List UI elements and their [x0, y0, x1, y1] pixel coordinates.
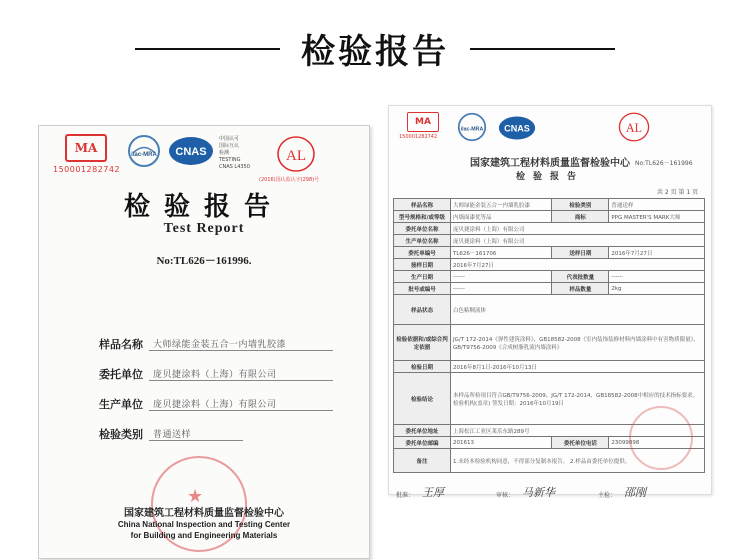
field-sample-name: [99, 336, 349, 354]
table-key: 送样日期: [552, 247, 609, 259]
table-key: 检验日期: [394, 361, 451, 373]
field-manufacturer: [99, 396, 349, 414]
cal-caption: (2016)国认监认字(298)号: [259, 177, 320, 183]
field-label: 生产单位: [99, 398, 143, 411]
table-row: [394, 283, 705, 295]
signature-approve: 王厚: [422, 486, 444, 499]
field-value: 普通送样: [149, 427, 243, 441]
sign-label-approve: 批准：: [396, 492, 415, 499]
report-page: [388, 105, 712, 495]
table-row: [394, 325, 705, 361]
field-label: 样品名称: [99, 338, 143, 351]
table-row: [394, 235, 705, 247]
table-value: 庞贝捷涂料（上海）有限公司: [451, 235, 705, 247]
table-row: [394, 247, 705, 259]
cal-logo: [275, 134, 317, 174]
table-value: ------: [451, 271, 552, 283]
table-value: ------: [451, 283, 552, 295]
table-value: 2016年7月27日: [609, 247, 705, 259]
sign-label-chief: 主检：: [598, 492, 617, 499]
table-key: 型号规格和/或等级: [394, 211, 451, 223]
page-counter: 共 2 页 第 1 页: [657, 189, 699, 196]
table-key: 委托单编号: [394, 247, 451, 259]
table-value: 大师绿能金装五合一内墙乳胶漆: [451, 199, 552, 211]
table-key: 备注: [394, 449, 451, 473]
page-title: 检验报告: [301, 32, 449, 72]
cnas-caption-line: CNAS L4350: [219, 164, 250, 170]
cma-icon: MA: [65, 134, 107, 162]
table-key: 检验依据和/或综合判定依据: [394, 325, 451, 361]
cnas-logo: [495, 114, 539, 142]
table-value: PPG MASTER'S MARK大师: [609, 211, 705, 223]
ilac-mra-logo: [457, 112, 487, 142]
field-label: 委托单位: [99, 368, 143, 381]
table-key: 委托单位名称: [394, 223, 451, 235]
svg-text:AL: AL: [286, 148, 306, 164]
cma-logo-small: [399, 112, 439, 140]
table-row: [394, 295, 705, 325]
field-client: [99, 366, 349, 384]
cma-code: 150001282742: [53, 165, 121, 174]
table-value: ------: [609, 271, 705, 283]
cma-logo: [53, 134, 119, 174]
signature-review: 马新华: [522, 486, 555, 499]
table-value: 上海松江工业区莱乐东路289号: [451, 425, 705, 437]
table-key: 委托单位地址: [394, 425, 451, 437]
table-value: 2kg: [609, 283, 705, 295]
table-value: 庞贝捷涂料（上海）有限公司: [451, 223, 705, 235]
svg-text:AL: AL: [625, 120, 643, 135]
table-value: 2016年8月1日-2016年10月13日: [451, 361, 705, 373]
table-value: 内墙面漆优等品: [451, 211, 552, 223]
table-key: 样品名称: [394, 199, 451, 211]
cover-subtitle: Test Report: [163, 221, 245, 236]
table-value: JG/T 172-2014《弹性建筑涂料》、GB18582-2008《室内装饰装修材料内墙涂料中有害物质限量》、GB/T9756-2009《合成树脂乳液内墙涂料》: [451, 325, 705, 361]
table-key: 检验结论: [394, 373, 451, 425]
table-value: 1.未经本检验机构同意，不得部分复制本报告。 2.样品由委托单位提供。: [451, 449, 705, 473]
seal-star-icon: ★: [187, 486, 204, 507]
cnas-caption-line: TESTING: [219, 157, 241, 163]
svg-text:ilac-MRA: ilac-MRA: [460, 126, 484, 133]
cover-report-number: No:TL626－161996.: [156, 255, 252, 267]
header-rule-left: [135, 48, 280, 50]
cma-icon: MA: [407, 112, 439, 132]
table-value: 本样品所检项目符合GB/T9756-2009、JG/T 172-2014、GB18582-2008中相应的技术指标要求。检验机构(盖章) 签发日期：2016年10月19日: [451, 373, 705, 425]
table-row: [394, 259, 705, 271]
page-title-small: 检验报告: [515, 172, 584, 182]
cover-org-en-2: for Building and Engineering Materials: [130, 531, 278, 540]
sign-label-review: 审核：: [496, 492, 515, 499]
table-row: [394, 361, 705, 373]
svg-text:CNAS: CNAS: [175, 146, 207, 158]
cnas-logo: [167, 134, 215, 168]
cover-logos: [49, 134, 359, 186]
inspection-seal: [629, 406, 693, 470]
table-key: 批号或编号: [394, 283, 451, 295]
table-key: 样品状态: [394, 295, 451, 325]
report-cover: [38, 125, 370, 559]
svg-text:ilac-MRA: ilac-MRA: [131, 152, 157, 158]
page-org-name: 国家建筑工程材料质量监督检验中心: [470, 158, 630, 169]
table-key: 代表批数量: [552, 271, 609, 283]
table-key: 生产单位名称: [394, 235, 451, 247]
field-value: 庞贝捷涂料（上海）有限公司: [149, 367, 333, 381]
table-key: 委托单位邮编: [394, 437, 451, 449]
field-value: 庞贝捷涂料（上海）有限公司: [149, 397, 333, 411]
header-rule-right: [470, 48, 615, 50]
ilac-mra-logo: [127, 134, 161, 168]
cnas-caption-line: 中国认可: [219, 136, 240, 142]
table-row: [394, 271, 705, 283]
table-key: 接样日期: [394, 259, 451, 271]
cnas-caption-line: 检测: [219, 150, 230, 156]
table-key: 委托单位电话: [552, 437, 609, 449]
table-key: 生产日期: [394, 271, 451, 283]
table-value: TL626－161706: [451, 247, 552, 259]
cal-logo: [617, 110, 651, 144]
cover-title: 检验报告: [123, 192, 284, 222]
cover-org-cn: 国家建筑工程材料质量监督检验中心: [124, 508, 284, 519]
cma-code: 150001282742: [399, 134, 438, 140]
table-key: 商标: [552, 211, 609, 223]
svg-text:CNAS: CNAS: [504, 123, 530, 134]
page-logos: [395, 110, 705, 150]
cover-org-en-1: China National Inspection and Testing Center: [117, 520, 291, 529]
table-value: 普通送样: [609, 199, 705, 211]
table-value: 23099898: [609, 437, 705, 449]
table-key: 样品数量: [552, 283, 609, 295]
cnas-caption-line: 国际互认: [219, 143, 240, 149]
cnas-caption: [219, 136, 269, 171]
table-row: [394, 223, 705, 235]
field-label: 检验类别: [99, 428, 143, 441]
field-value: 大师绿能金装五合一内墙乳胶漆: [149, 337, 333, 351]
field-test-type: [99, 426, 349, 444]
table-row: [394, 199, 705, 211]
table-row: [394, 211, 705, 223]
table-value: 2016年7月27日: [451, 259, 705, 271]
table-value: 201613: [451, 437, 552, 449]
table-key: 检验类别: [552, 199, 609, 211]
signature-row: [388, 486, 710, 506]
page-report-number: No:TL626－161996: [635, 160, 693, 167]
signature-chief: 邵刚: [624, 486, 646, 499]
table-value: 白色粘稠液体: [451, 295, 705, 325]
page-header: [0, 22, 750, 72]
